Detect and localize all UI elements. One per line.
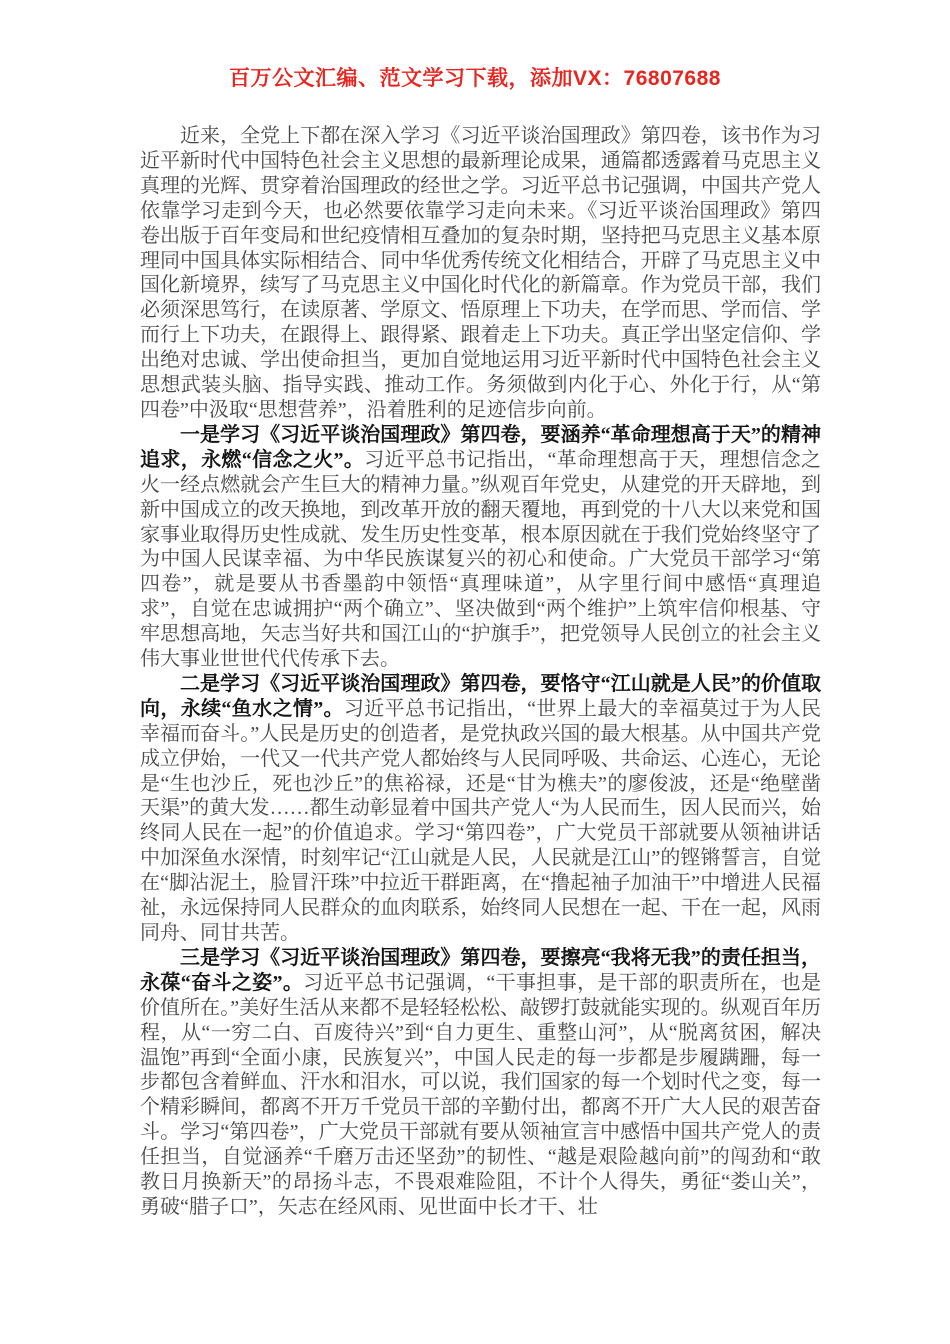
paragraph-point-2 xyxy=(140,672,821,946)
promo-banner: 百万公文汇编、范文学习下载，添加VX：76807688 xyxy=(229,67,721,90)
paragraph-body-text: 习近平总书记强调，“干事担事，是干部的职责所在，也是价值所在。”美好生活从来都不是轻轻松松、敲锣打鼓就能实现的。纵观百年历程，从“一穷二白、百废待兴”到“自力更生、重整山河”，从“脱离贫困，解决温饱”再到“全面小康，民族复兴”，中国人民走的每一步都是步履蹒跚，每一步都包含着鲜血、汗水和泪水，可以说，我们国家的每一个划时代之变，每一个精彩瞬间，都离不开万千党员干部的辛勤付出，都离不开广大人民的艰苦奋斗。学习“第四卷”，广大党员干部就有要从领袖宣言中感悟中国共产党人的责任担当，自觉涵养“千磨万击还坚劲”的韧性、“越是艰险越向前”的闯劲和“敢教日月换新天”的昂扬斗志，不畏艰难险阻，不计个人得失，勇征“娄山关”，勇破“腊子口”，矢志在经风雨、见世面中长才干、壮 xyxy=(140,971,821,1218)
paragraph-lead-bold: 一是学习《习近平谈治国理政》第四卷，要涵养“革命理想高于天”的精神追求，永燃“信念之火”。 xyxy=(140,423,821,471)
paragraph-body-text: 近来，全党上下都在深入学习《习近平谈治国理政》第四卷，该书作为习近平新时代中国特色社会主义思想的最新理论成果，通篇都透露着马克思主义真理的光辉、贯穿着治国理政的经世之学。习近平总书记强调，中国共产党人依靠学习走到今天，也必然要依靠学习走向未来。《习近平谈治国理政》第四卷出版于百年变局和世纪疫情相互叠加的复杂时期，坚持把马克思主义基本原理同中国具体实际相结合、同中华优秀传统文化相结合，开辟了马克思主义中国化新境界，续写了马克思主义中国化时代化的新篇章。作为党员干部，我们必须深思笃行，在读原著、学原文、悟原理上下功夫，在学而思、学而信、学而行上下功夫，在跟得上、跟得紧、跟着走上下功夫。真正学出坚定信仰、学出绝对忠诚、学出使命担当，更加自觉地运用习近平新时代中国特色社会主义思想武装头脑、指导实践、推动工作。务须做到内化于心、外化于行，从“第四卷”中汲取“思想营养”，沿着胜利的足迹信步向前。 xyxy=(140,125,821,421)
paragraph-body-text: 习近平总书记指出，“世界上最大的幸福莫过于为人民幸福而奋斗。”人民是历史的创造者，是党执政兴国的最大根基。从中国共产党成立伊始，一代又一代共产党人都始终与人民同呼吸、共命运、心连心，无论是“生也沙丘，死也沙丘”的焦裕禄，还是“甘为樵夫”的廖俊波，还是“绝壁凿天渠”的黄大发……都生动彰显着中国共产党人“为人民而生，因人民而兴，始终同人民在一起”的价值追求。学习“第四卷”，广大党员干部就要从领袖讲话中加深鱼水深情，时刻牢记“江山就是人民，人民就是江山”的铿锵誓言，自觉在“脚沾泥土，脸冒汗珠”中拉近干群距离，在“撸起袖子加油干”中增进人民福祉，永远保持同人民群众的血肉联系，始终同人民想在一起、干在一起，风雨同舟、同甘共苦。 xyxy=(140,697,821,944)
paragraph-lead-bold: 二是学习《习近平谈治国理政》第四卷，要恪守“江山就是人民”的价值取向，永续“鱼水之情”。 xyxy=(140,672,821,720)
paragraph-intro xyxy=(140,124,821,423)
paragraph-body-text: 习近平总书记指出，“革命理想高于天，理想信念之火一经点燃就会产生巨大的精神力量。”纵观百年党史，从建党的开天辟地，到新中国成立的改天换地，到改革开放的翻天覆地，再到党的十八大以来党和国家事业取得历史性成就、发生历史性变革，根本原因就在于我们党始终坚守了为中国人民谋幸福、为中华民族谋复兴的初心和使命。广大党员干部学习“第四卷”，就是要从书香墨韵中领悟“真理味道”，从字里行间中感悟“真理追求”，自觉在忠诚拥护“两个确立”、坚决做到“两个维护”上筑牢信仰根基、守牢思想高地，矢志当好共和国江山的“护旗手”，把党领导人民创立的社会主义伟大事业世世代代传承下去。 xyxy=(140,448,821,671)
paragraph-lead-bold: 三是学习《习近平谈治国理政》第四卷，要擦亮“我将无我”的责任担当，永葆“奋斗之姿”。 xyxy=(140,946,821,994)
document-body xyxy=(140,124,821,1220)
paragraph-point-3 xyxy=(140,946,821,1220)
paragraph-point-1 xyxy=(140,423,821,672)
